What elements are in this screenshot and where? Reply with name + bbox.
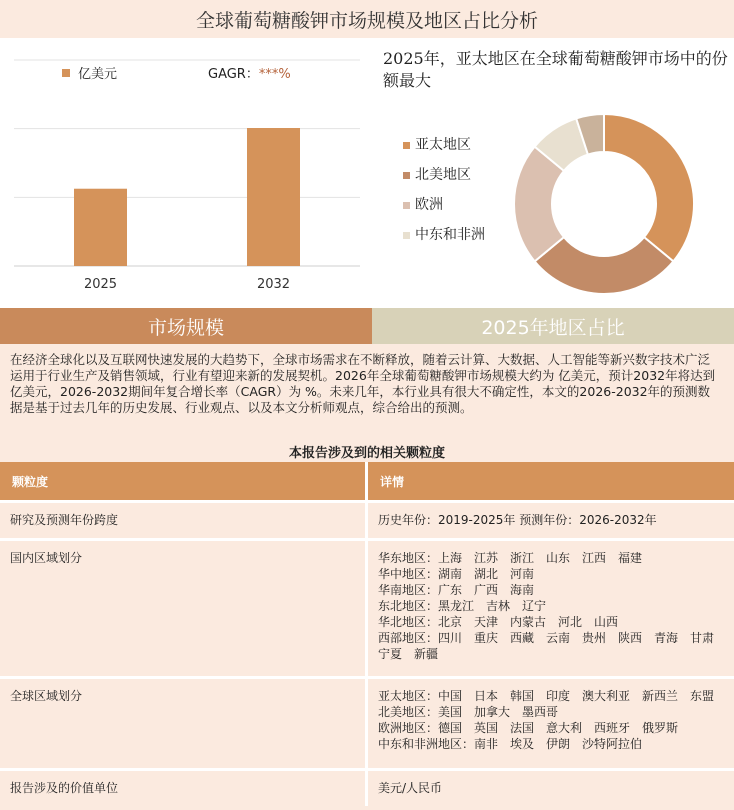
table-cell-granularity: 国内区域划分 — [0, 540, 367, 678]
bar-chart — [0, 40, 370, 306]
details-line: 华东地区：上海 江苏 浙江 山东 江西 福建 — [378, 551, 643, 565]
pie-legend — [403, 136, 485, 256]
bar-2025 — [74, 189, 127, 266]
report-body — [0, 344, 734, 810]
details-line: 华北地区：北京 天津 内蒙古 河北 山西 — [378, 615, 619, 629]
section-header-market-size-label: 市场规模 — [147, 316, 224, 339]
table-cell-details — [367, 678, 734, 770]
table-cell-granularity: 报告涉及的价值单位 — [0, 770, 367, 806]
pie-slice-0 — [604, 114, 694, 261]
details-line: 中东和非洲地区：南非 埃及 伊朗 沙特阿拉伯 — [378, 737, 643, 751]
page-title-text: 全球葡萄糖酸钾市场规模及地区占比分析 — [195, 9, 538, 32]
pie-legend-label: 中东和非洲 — [415, 227, 485, 243]
table-header-row — [0, 462, 734, 502]
table-header-granularity: 颗粒度 — [0, 462, 367, 502]
page-title — [0, 0, 734, 38]
pie-legend-swatch — [403, 142, 410, 149]
pie-legend-swatch — [403, 232, 410, 239]
table-cell-details — [367, 540, 734, 678]
pie-legend-item — [403, 196, 485, 226]
bar-legend-label: 亿美元 — [78, 67, 118, 82]
table-cell-details — [367, 502, 734, 540]
details-line: 美元/人民币 — [378, 781, 443, 795]
pie-chart-title: 2025年，亚太地区在全球葡萄糖酸钾市场中的份额最大 — [383, 49, 728, 90]
table-cell-granularity: 全球区域划分 — [0, 678, 367, 770]
details-line: 东北地区：黑龙江 吉林 辽宁 — [378, 599, 547, 613]
table-title: 本报告涉及到的相关颗粒度 — [288, 446, 445, 461]
details-line: 历史年份：2019-2025年 预测年份：2026-2032年 — [378, 513, 657, 527]
table-header-details: 详情 — [367, 462, 734, 502]
pie-legend-item — [403, 226, 485, 256]
table-cell-granularity: 研究及预测年份跨度 — [0, 502, 367, 540]
table-row — [0, 678, 734, 770]
pie-legend-label: 北美地区 — [415, 167, 471, 183]
details-line: 华南地区：广东 广西 海南 — [378, 583, 535, 597]
pie-legend-swatch — [403, 172, 410, 179]
details-line: 西部地区：四川 重庆 西藏 云南 贵州 陕西 青海 甘肃 宁夏 新疆 — [378, 631, 727, 661]
section-header-region-share — [372, 308, 734, 344]
pie-legend-label: 亚太地区 — [415, 137, 471, 153]
section-header-market-size — [0, 308, 372, 344]
details-line: 欧洲地区：德国 英国 法国 意大利 西班牙 俄罗斯 — [378, 721, 679, 735]
x-tick-label: 2032 — [256, 277, 291, 292]
x-tick-label: 2025 — [83, 277, 118, 292]
pie-legend-swatch — [403, 202, 410, 209]
pie-legend-item — [403, 166, 485, 196]
pie-legend-item — [403, 136, 485, 166]
pie-slice-1 — [535, 237, 674, 294]
table-row — [0, 540, 734, 678]
details-line: 亚太地区：中国 日本 韩国 印度 澳大利亚 新西兰 东盟 — [378, 689, 715, 703]
pie-chart — [506, 106, 702, 302]
details-line: 华中地区：湖南 湖北 河南 — [378, 567, 535, 581]
granularity-table — [0, 462, 734, 806]
details-line: 北美地区：美国 加拿大 墨西哥 — [378, 705, 559, 719]
cagr-label-text: GAGR： — [208, 67, 259, 82]
table-row — [0, 770, 734, 806]
section-header-region-share-label: 2025年地区占比 — [481, 316, 625, 339]
cagr-value: ***% — [258, 67, 291, 82]
intro-paragraph: 在经济全球化以及互联网快速发展的大趋势下，全球市场需求在不断释放，随着云计算、大数据、人工智能等新兴数字技术广泛运用于行业生产及销售领域，行业有望迎来新的发展契机。2026年全球葡萄糖酸钾市场规模大约为 亿美元，预计2032年将达到 亿美元，2026-2032期间年复合增长率（CAGR）为 %。未来几年，本行业具有很大不确定性，本文的2026-2032年的预测数据是基于过去几年的历史发展、行业观点、以及本文分析师观点，综合给出的预测。 — [10, 352, 716, 415]
pie-legend-label: 欧洲 — [415, 197, 443, 213]
table-row — [0, 502, 734, 540]
bar-2032 — [247, 128, 300, 266]
table-cell-details — [367, 770, 734, 806]
